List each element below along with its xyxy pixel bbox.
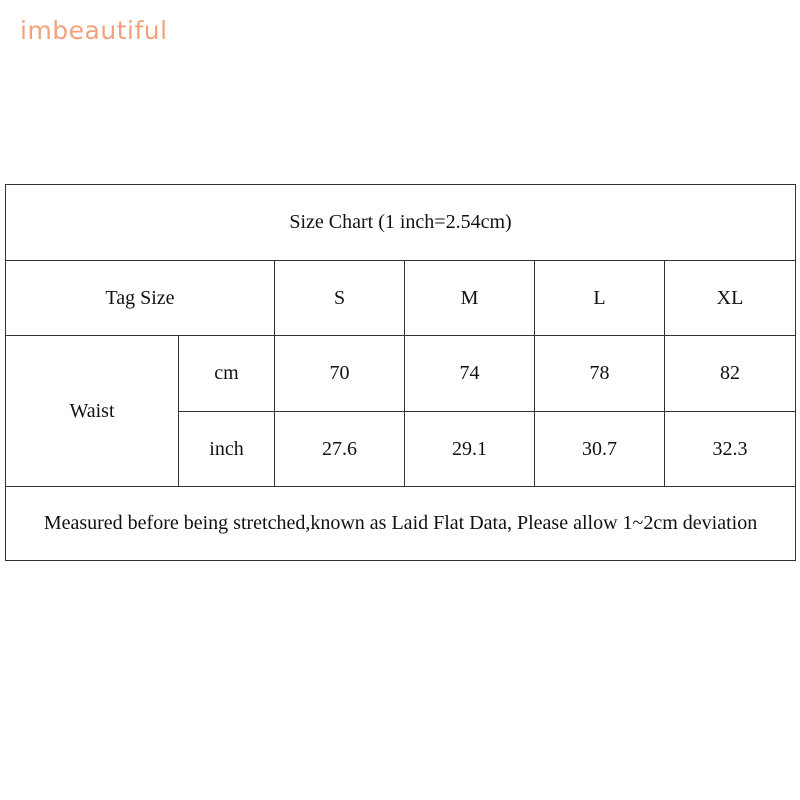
waist-cm-s: 70	[275, 336, 405, 412]
title-row	[6, 185, 796, 261]
waist-cm-l: 78	[535, 336, 665, 412]
waist-inch-s: 27.6	[275, 412, 405, 487]
brand-watermark: imbeautiful	[20, 16, 168, 45]
unit-inch-label: inch	[179, 412, 275, 487]
tag-size-label: Tag Size	[6, 261, 275, 336]
size-chart-table	[5, 184, 796, 561]
table-title: Size Chart (1 inch=2.54cm)	[6, 185, 796, 261]
unit-cm-label: cm	[179, 336, 275, 412]
waist-inch-xl: 32.3	[665, 412, 796, 487]
size-header-xl: XL	[665, 261, 796, 336]
waist-label: Waist	[6, 336, 179, 487]
size-header-m: M	[405, 261, 535, 336]
table-row	[6, 336, 796, 412]
waist-inch-m: 29.1	[405, 412, 535, 487]
waist-inch-l: 30.7	[535, 412, 665, 487]
waist-cm-m: 74	[405, 336, 535, 412]
size-header-s: S	[275, 261, 405, 336]
note-row	[6, 487, 796, 561]
size-header-l: L	[535, 261, 665, 336]
measurement-note: Measured before being stretched,known as Laid Flat Data, Please allow 1~2cm deviation	[6, 487, 796, 561]
tag-size-row	[6, 261, 796, 336]
waist-cm-xl: 82	[665, 336, 796, 412]
